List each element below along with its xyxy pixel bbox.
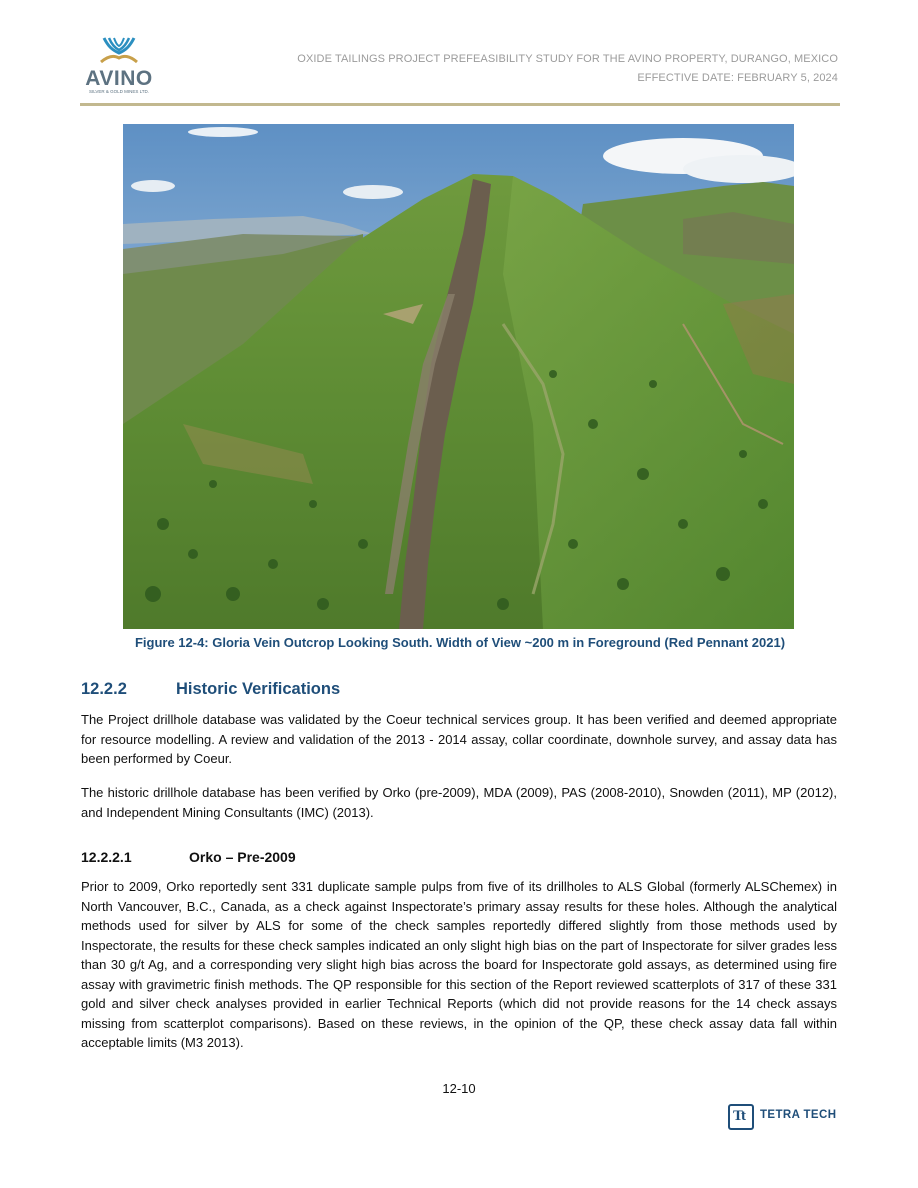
report-title: OXIDE TAILINGS PROJECT PREFEASIBILITY STUDY FOR THE AVINO PROPERTY, DURANGO, MEXICO — [297, 53, 838, 65]
avino-logo — [84, 36, 158, 100]
figure-photo — [123, 124, 794, 629]
page-number: 12-10 — [442, 1081, 476, 1096]
tetra-tech-mark-icon — [728, 1104, 754, 1130]
section-heading — [81, 680, 340, 699]
section-title: Historic Verifications — [176, 680, 341, 698]
paragraph-orko-check-assays: Prior to 2009, Orko reportedly sent 331 duplicate sample pulps from five of its drillholes to ALS Global (formerly ALSChemex) in North Vancouver, B.C., Canada, as a check against Inspectorate’s primary assay results for these holes. Although the analytical methods used for silver by ALS for some of the check samples reportedly differed slightly from those methods used by Inspectorate, the results for these check samples indicated an only slight high bias on the part of Inspectorate for silver grades less than 30 g/t Ag, and a corresponding very slight high bias across the board for Inspectorate gold assays, as determined using fire assay with gravimetric finish methods. The QP responsible for this section of the Report reviewed scatterplots of 317 of these 331 gold and silver check analyses provided in earlier Technical Reports (which did not provide reasons for the 14 check assays missing from scatterplot comparisons). Based on these reviews, in the opinion of the QP, these check assay data fall within acceptable limits (M3 2013). — [81, 879, 837, 1050]
avino-logo-subtext: SILVER & GOLD MINES LTD. — [88, 89, 150, 94]
avino-logo-text: AVINO — [85, 67, 153, 90]
tetra-tech-name: TETRA TECH — [760, 1109, 837, 1121]
header-rule — [80, 103, 840, 106]
avino-logo-mark-icon — [84, 36, 154, 68]
subsection-title: Orko – Pre-2009 — [189, 849, 296, 865]
section-number: 12.2.2 — [81, 680, 127, 698]
paragraph-historic-verification: The historic drillhole database has been verified by Orko (pre-2009), MDA (2009), PAS (2008-2010), Snowden (2011), MP (2012), and Independent Mining Consultants (IMC) (2013). — [81, 785, 837, 820]
figure-caption: Figure 12-4: Gloria Vein Outcrop Looking South. Width of View ~200 m in Foreground (Red Pennant 2021) — [134, 635, 786, 650]
paragraph-coeur-validation: The Project drillhole database was validated by the Coeur technical services group. It has been verified and deemed appropriate for resource modelling. A review and validation of the 2013 - 2014 assay, collar coordinate, downhole survey, and assay data has been performed by Coeur. — [81, 712, 837, 766]
effective-date: EFFECTIVE DATE: FEBRUARY 5, 2024 — [637, 72, 838, 84]
subsection-number: 12.2.2.1 — [81, 849, 132, 865]
subsection-heading — [81, 849, 296, 865]
tetra-tech-mark-text: Tt — [733, 1108, 744, 1124]
